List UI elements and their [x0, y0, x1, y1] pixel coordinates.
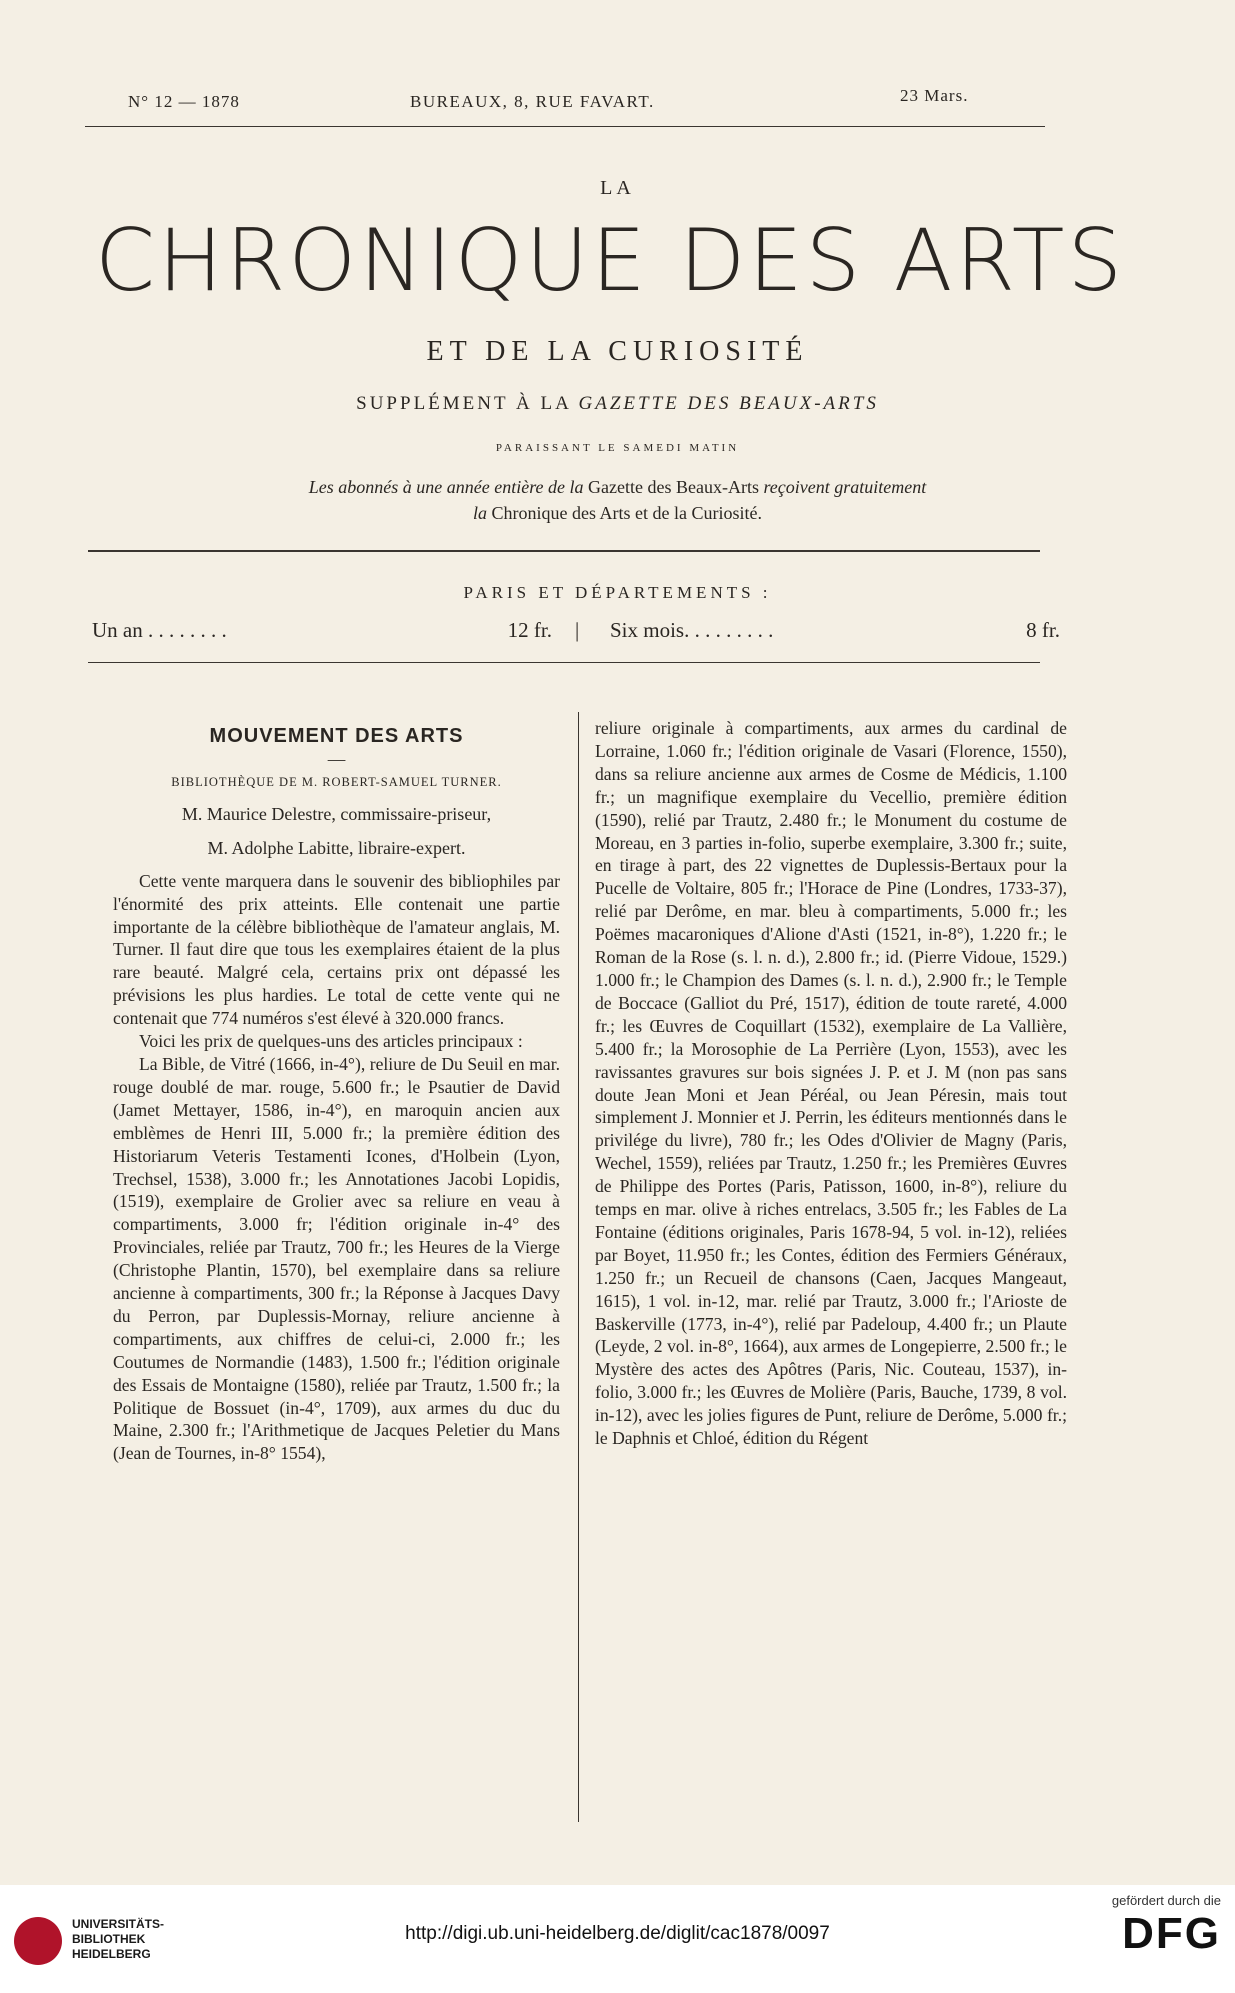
price-separator: |: [575, 618, 580, 642]
subscription-prices: [92, 618, 1072, 648]
section-title: MOUVEMENT DES ARTS: [209, 725, 464, 747]
library-heading: BIBLIOTHÈQUE DE M. ROBERT-SAMUEL TURNER.: [171, 774, 502, 789]
article-paragraph-4: reliure originale à compartiments, aux armes du cardinal de Lorraine, 1.060 fr.; l'édition originale de Vasari (Florence, 1550), dans sa reliure ancienne aux armes de Cosme de Médicis, 1.100 fr.; un magnifique exemplaire du Vecellio, première édition (1590), relié par Trautz, 2.480 fr.; le Monument du costume de Moreau, en 3 parties in-folio, superbe exemplaire, 3.300 fr.; suite, en tirage à part, des 22 vignettes de Duplessis-Bertaux pour la Pucelle de Voltaire, 805 fr.; l'Horace de Pine (Londres, 1733-37), relié par Derôme, en mar. bleu à compartiments, 5.000 fr.; les Poëmes macaroniques d'Alione d'Asti (1521, in-8°), 1.220 fr.; le Roman de la Rose (s. l. n. d.), 2.800 fr.; id. (Pierre Vidoue, 1529.) 1.000 fr.; le Champion des Dames (s. l. n. d.), 2.900 fr.; le Temple de Boccace (Galliot du Pré, 1517), édition de toute rareté, 4.000 fr.; les Œuvres de Coquillart (1532), exemplaire de La Vallière, 5.400 fr.; la Morosophie de La Perrière (Lyon, 1553), avec les ravissantes gravures sur bois signées J. P. et J. M (non pas sans doute Jean Moni et Jean Péréal, ou Jean Péresin, mais tout simplement J. Monnier et J. Perrin, les éditeurs mentionnés dans le privilége du livre), 780 fr.; les Odes d'Olivier de Magny (Paris, Wechel, 1559), reliées par Trautz, 1.250 fr.; les Premières Œuvres de Philippe des Portes (Paris, Patisson, 1600, in-8°), reliure du temps en mar. olive à riches entrelacs, 3.505 fr.; les Fables de La Fontaine (éditions originales, Paris 1678-94, 5 vol. in-12), reliées par Boyet, 11.950 fr.; les Contes, édition des Fermiers Généraux, 1.250 fr.; un Recueil de chansons (Caen, Jacques Mangeaut, 1615), 1 vol. in-12, mar. relié par Trautz, 3.000 fr.; l'Arioste de Baskerville (1773, in-4°), relié par Padeloup, 4.400 fr.; un Plaute (Leyde, 2 vol. in-8°, 1664), aux armes de Longepierre, 2.500 fr.; le Mystère des actes des Apôtres (Paris, Nic. Couteau, 1537), in-folio, 3.000 fr.; les Œuvres de Molière (Paris, Bauche, 1739, 8 vol. in-12), avec les jolies figures de Punt, reliure de Derôme, 5.000 fr.; le Daphnis et Chloé, édition du Régent: [595, 718, 1067, 1449]
article-paragraph-3: La Bible, de Vitré (1666, in-4°), reliure de Du Seuil en mar. rouge doublé de mar. rouge, 5.600 fr.; le Psautier de David (Jamet Mettayer, 1586, in-4°), en maroquin ancien aux emblèmes de Henri III, 5.000 fr.; la première édition des Historiarum Veteris Testamenti Icones, d'Holbein (Lyon, Trechsel, 1538), 3.000 fr.; les Annotationes Jacobi Lopidis, (1519), exemplaire de Grolier avec sa reliure en veau à compartiments, 3.000 fr; l'édition originale in-4° des Provinciales, reliée par Trautz, 700 fr.; les Heures de la Vierge (Christophe Plantin, 1570), bel exemplaire dans sa reliure ancienne à compartiments, 300 fr.; la Réponse à Jacques Davy du Perron, par Duplessis-Mornay, reliure ancienne à compartiments, aux chiffres de celui-ci, 2.000 fr.; les Coutumes de Normandie (1483), 1.500 fr.; l'édition originale des Essais de Montaigne (1580), reliée par Trautz, 1.500 fr.; la Politique de Bossuet (in-4°, 1709), aux armes du duc du Maine, 2.300 fr.; l'Arithmetique de Jacques Peletier du Mans (Jean de Tournes, in-8° 1554),: [113, 1053, 560, 1464]
newspaper-subtitle: ET DE LA CURIOSITÉ: [426, 336, 809, 367]
supplement-journal: GAZETTE DES BEAUX-ARTS: [578, 393, 879, 414]
supplement-line: [0, 393, 1235, 415]
subscriber-notice-e: Chronique des Arts et de la Curiosité.: [491, 503, 762, 523]
price-six-label: Six mois. . . . . . . . .: [610, 618, 774, 642]
office-address: BUREAUX, 8, RUE FAVART.: [410, 92, 655, 111]
article-paragraph-1: Cette vente marquera dans le souvenir des bibliophiles par l'énormité des prix atteints. Elle contenait une partie importante de la célèbre bibliothèque de l'amateur anglais, M. Turner. Il faut dire que tous les exemplaires étaient de la plus rare beauté. Malgré cela, certains prix ont dépassé les prévisions les plus hardies. Le total de cette vente qui ne contenait que 774 numéros s'est élevé à 320.000 francs.: [113, 870, 560, 1029]
subscriber-notice-a: Les abonnés à une année entière de la: [308, 477, 584, 497]
price-year-label: Un an . . . . . . . .: [92, 618, 227, 642]
issue-date: 23 Mars.: [900, 86, 969, 105]
publication-frequency: PARAISSANT LE SAMEDI MATIN: [495, 442, 740, 454]
permalink-url[interactable]: http://digi.ub.uni-heidelberg.de/diglit/cac1878/0097: [405, 1923, 830, 1944]
subscriber-notice-c: reçoivent gratuitement: [763, 477, 927, 497]
newspaper-title: CHRONIQUE DES ARTS: [94, 211, 1126, 311]
subscription-heading: PARIS ET DÉPARTEMENTS :: [463, 583, 772, 602]
dfg-logo: [1081, 1893, 1221, 1960]
auctioneer-line: M. Maurice Delestre, commissaire-priseur,: [181, 803, 492, 824]
right-column: [595, 717, 1067, 1450]
price-year-value: 12 fr.: [507, 618, 552, 642]
masthead-top-rule: [85, 126, 1045, 127]
price-year: [92, 618, 562, 643]
left-column: [113, 725, 560, 1465]
price-six-value: 8 fr.: [1026, 618, 1060, 642]
price-six-months: [610, 618, 1070, 643]
subscriber-notice-d: la: [473, 503, 488, 523]
issue-number: N° 12 — 1878: [128, 92, 240, 111]
supplement-prefix: SUPPLÉMENT À LA: [356, 393, 571, 414]
subscriber-notice: [0, 474, 1235, 526]
dfg-wordmark: DFG: [1122, 1909, 1221, 1958]
funded-by-text: gefördert durch die: [1111, 1893, 1221, 1908]
expert-line: M. Adolphe Labitte, libraire-expert.: [207, 837, 466, 858]
masthead-middle-rule: [88, 550, 1040, 552]
masthead-bottom-rule: [88, 662, 1040, 663]
digitization-footer: [0, 1885, 1235, 1993]
title-article: LA: [600, 177, 635, 199]
section-dash: —: [327, 748, 346, 769]
university-library-name: UNIVERSITÄTS- BIBLIOTHEK HEIDELBERG: [72, 1917, 165, 1961]
article-paragraph-2: Voici les prix de quelques-uns des articles principaux :: [139, 1031, 523, 1052]
column-divider: [578, 712, 579, 1822]
subscriber-notice-b: Gazette des Beaux-Arts: [588, 477, 759, 497]
masthead-top-line: [80, 86, 1055, 116]
